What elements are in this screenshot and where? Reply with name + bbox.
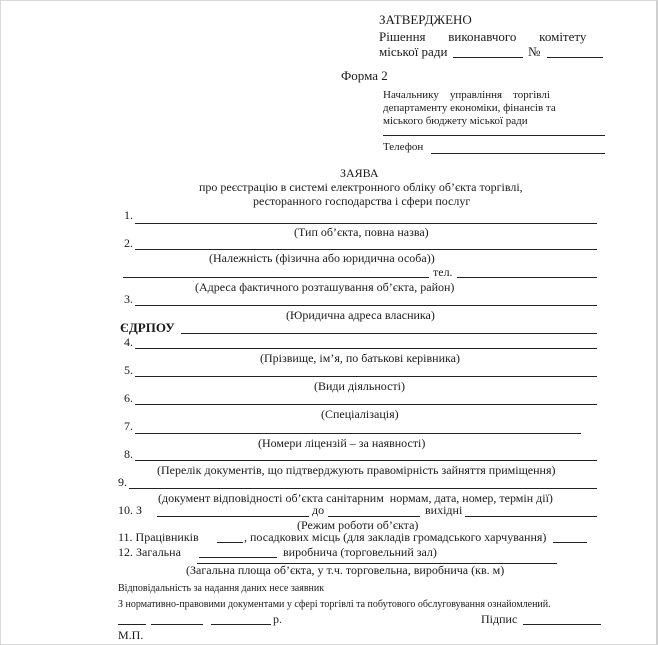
- field-11-seats-line: [553, 542, 587, 543]
- decision-line-2: міської ради: [379, 44, 448, 59]
- tel-label: тел.: [433, 265, 453, 279]
- field-12-total-line: [199, 557, 277, 558]
- field-1-line: [135, 223, 597, 224]
- field-7-number: 7.: [124, 419, 133, 433]
- form-label: Форма 2: [341, 68, 388, 83]
- field-10-days-label: вихідні: [425, 503, 463, 517]
- decision-date-line: [453, 57, 523, 58]
- addressee-blank-line: [383, 135, 605, 136]
- date-year-line: [211, 624, 271, 625]
- document-title: ЗАЯВА: [340, 166, 379, 180]
- field-11-workers-line: [217, 542, 243, 543]
- approved-heading: ЗАТВЕРДЖЕНО: [379, 12, 472, 27]
- edrpou-label: ЄДРПОУ: [120, 320, 175, 335]
- field-3-caption: (Юридична адреса власника): [286, 308, 435, 322]
- field-3-line: [135, 305, 597, 306]
- field-2-number: 2.: [124, 236, 133, 250]
- number-sign: №: [528, 44, 541, 59]
- title-sub-1: про реєстрацію в системі електронного обліку об’єкта торгівлі,: [199, 180, 523, 194]
- date-month-line: [151, 624, 203, 625]
- address-caption: (Адреса фактичного розташування об’єкта, район): [195, 280, 455, 294]
- address-line: [123, 277, 429, 278]
- field-4-number: 4.: [124, 335, 133, 349]
- stamp-label: М.П.: [118, 628, 144, 642]
- field-10-caption: (Режим роботи об’єкта): [297, 518, 419, 532]
- field-5-caption: (Види діяльності): [314, 379, 405, 393]
- field-12-production-text: виробнича (торговельний зал): [283, 545, 437, 559]
- acquainted-note: З нормативно-правовими документами у сфері торгівлі та побутового обслуговування ознайомлений.: [118, 599, 551, 610]
- field-10-to-label: до: [312, 503, 325, 517]
- phone-line: [431, 153, 605, 154]
- field-9-caption: (документ відповідності об’єкта санітарним нормам, дата, номер, термін дії): [158, 491, 553, 505]
- field-11-label: 11. Працівників: [118, 530, 199, 544]
- field-6-caption: (Спеціалізація): [321, 407, 399, 421]
- field-8-caption: (Перелік документів, що підтверджують правомірність зайняття приміщення): [157, 463, 556, 477]
- field-6-line: [135, 404, 597, 405]
- field-2-caption: (Належність (фізична або юридична особа)): [209, 251, 435, 265]
- field-11-seats-text: , посадкових місць (для закладів громадського харчування): [244, 530, 547, 544]
- field-7-line: [135, 433, 581, 434]
- addressee-line-1: Начальнику управління торгівлі: [383, 89, 550, 101]
- field-1-number: 1.: [124, 208, 133, 222]
- addressee-line-2: департаменту економіки, фінансів та: [383, 102, 556, 114]
- field-8-line: [135, 460, 597, 461]
- field-5-number: 5.: [124, 363, 133, 377]
- field-10-days-line: [465, 516, 597, 517]
- field-8-number: 8.: [124, 447, 133, 461]
- field-10-to-line: [328, 516, 420, 517]
- field-4-caption: (Прізвище, ім’я, по батькові керівника): [260, 351, 460, 365]
- responsibility-note: Відповідальність за надання даних несе заявник: [118, 583, 325, 594]
- field-6-number: 6.: [124, 391, 133, 405]
- tel-line: [457, 277, 597, 278]
- addressee-line-3: міського бюджету міської ради: [383, 115, 528, 127]
- phone-label: Телефон: [383, 141, 424, 153]
- signature-label: Підпис: [481, 612, 518, 626]
- edrpou-line: [181, 333, 597, 334]
- decision-number-line: [547, 57, 603, 58]
- field-1-caption: (Тип об’єкта, повна назва): [294, 225, 429, 239]
- field-7-caption: (Номери ліцензій – за наявності): [258, 436, 426, 450]
- title-sub-2: ресторанного господарства і сфери послуг: [253, 194, 471, 208]
- field-5-line: [135, 376, 597, 377]
- field-4-line: [135, 348, 597, 349]
- signature-line: [523, 624, 601, 625]
- field-9-number: 9.: [118, 475, 127, 489]
- year-suffix: р.: [273, 612, 282, 626]
- date-day-line: [118, 624, 146, 625]
- field-3-number: 3.: [124, 292, 133, 306]
- field-2-line: [135, 249, 597, 250]
- field-10-from-label: 10. З: [118, 503, 143, 517]
- field-12-caption: (Загальна площа об’єкта, у т.ч. торговельна, виробнича (кв. м): [186, 563, 505, 577]
- decision-line-1: Рішення виконавчого комітету: [379, 29, 587, 44]
- field-12-label: 12. Загальна: [118, 545, 181, 559]
- field-10-from-line: [157, 516, 309, 517]
- field-9-line: [129, 488, 597, 489]
